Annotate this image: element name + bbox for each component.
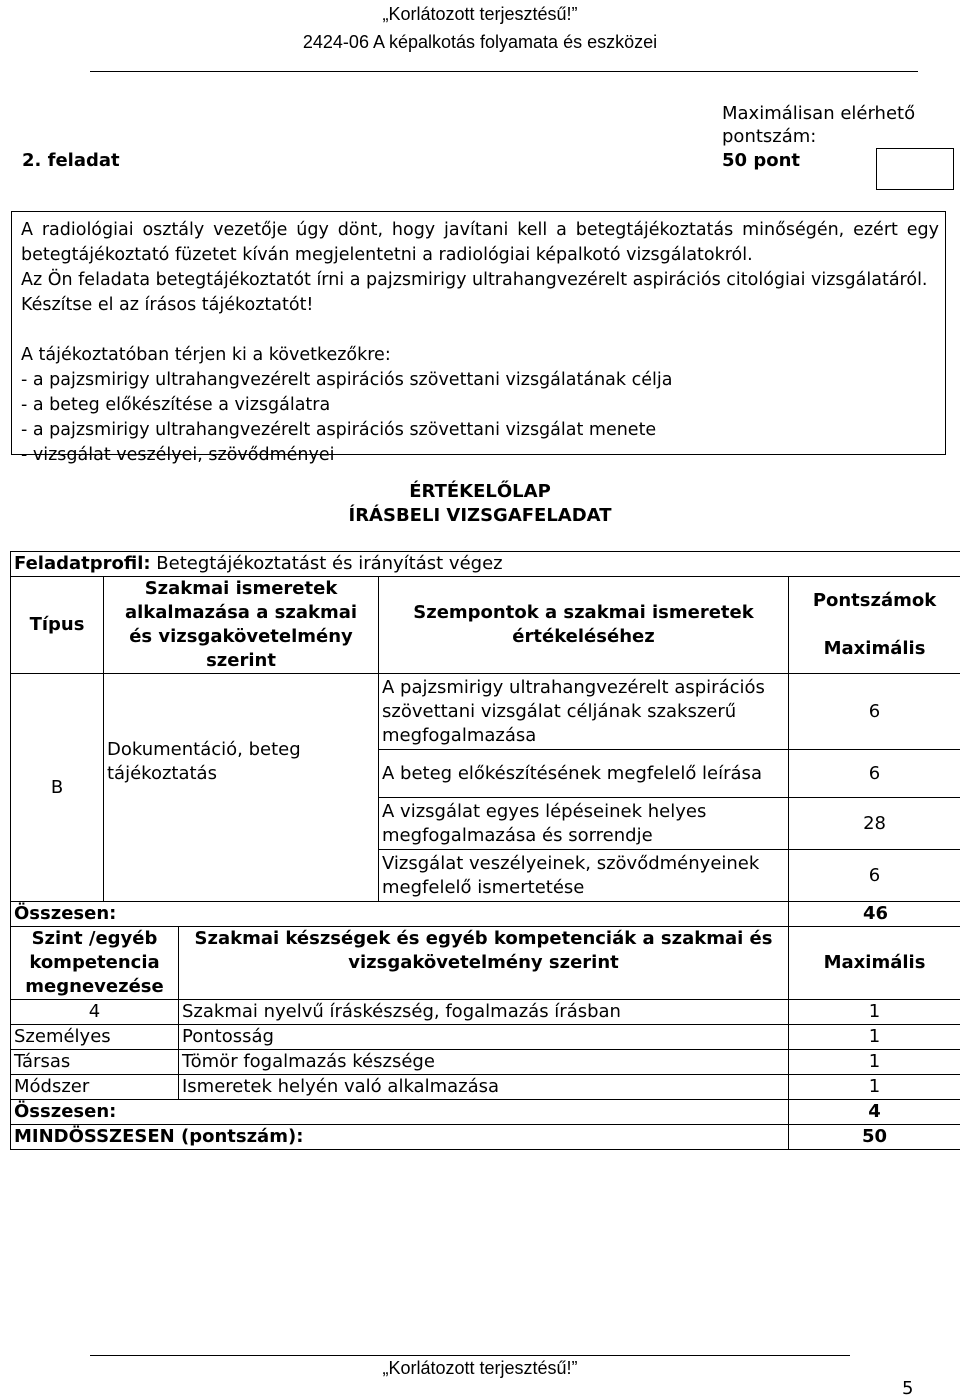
skill-name: Szakmai nyelvű íráskészség, fogalmazás írásban <box>179 1000 789 1025</box>
criteria-text: Vizsgálat veszélyeinek, szövődményeinek megfelelő ismertetése <box>379 850 789 902</box>
max-label: Maximális <box>823 638 926 659</box>
criteria-points: 6 <box>789 750 960 798</box>
max-points-label: Maximálisan elérhető pontszám: <box>722 103 916 147</box>
knowledge-cell: Dokumentáció, beteg tájékoztatás <box>104 674 379 902</box>
evaluation-table <box>10 551 960 1150</box>
level-header: Szint /egyéb kompetencia megnevezése <box>11 927 179 1000</box>
task-paragraph: A radiológiai osztály vezetője úgy dönt, hogy javítani kell a betegtájékoztatás minőségén, ezért egy betegtájékoztató füzetet kíván megjelentetni a radiológiai képalkotó vizsgálatokról. <box>21 220 939 265</box>
points-label: Pontszámok <box>812 590 937 611</box>
skill-points: 1 <box>789 1050 960 1075</box>
task-list-intro: A tájékoztatóban térjen ki a következőkre: <box>21 345 391 365</box>
grand-total-value: 50 <box>789 1125 960 1150</box>
skills-max-header: Maximális <box>789 927 960 1000</box>
grand-total-label: MINDÖSSZESEN (pontszám): <box>11 1125 789 1150</box>
criteria-points: 28 <box>789 798 960 850</box>
task-paragraph: Készítse el az írásos tájékoztatót! <box>21 295 314 315</box>
skill-name: Pontosság <box>179 1025 789 1050</box>
subtotal-row <box>11 1100 960 1125</box>
criteria-points: 6 <box>789 850 960 902</box>
skill-row <box>11 1075 960 1100</box>
col-header-type: Típus <box>11 577 104 674</box>
page-number: 5 <box>902 1378 914 1399</box>
col-header-points <box>789 577 960 674</box>
skill-row <box>11 1025 960 1050</box>
footer-restriction: „Korlátozott terjesztésű!” <box>382 1358 578 1378</box>
task-number: 2. feladat <box>22 150 120 171</box>
subtotal-label: Összesen: <box>11 1100 789 1125</box>
score-entry-box[interactable] <box>876 148 954 190</box>
skill-level: 4 <box>11 1000 179 1025</box>
criteria-text: A vizsgálat egyes lépéseinek helyes megfogalmazása és sorrendje <box>379 798 789 850</box>
criteria-row <box>11 674 960 750</box>
criteria-points: 6 <box>789 674 960 750</box>
profile-row <box>11 552 960 577</box>
evaluation-sheet-subtitle: ÍRÁSBELI VIZSGAFELADAT <box>348 505 612 526</box>
type-cell: B <box>11 674 104 902</box>
subtotal-row <box>11 902 960 927</box>
header-divider <box>90 71 918 72</box>
skill-name: Tömör fogalmazás készsége <box>179 1050 789 1075</box>
skill-points: 1 <box>789 1025 960 1050</box>
task-description-box <box>11 211 946 465</box>
grand-total-row <box>11 1125 960 1150</box>
header-restriction: „Korlátozott terjesztésű!” <box>382 4 578 24</box>
profile-value: Betegtájékoztatást és irányítást végez <box>150 553 503 574</box>
skill-level: Társas <box>11 1050 179 1075</box>
skill-row <box>11 1000 960 1025</box>
skills-header-row <box>11 927 960 1000</box>
skill-points: 1 <box>789 1000 960 1025</box>
skill-points: 1 <box>789 1075 960 1100</box>
max-points-value: 50 pont <box>722 150 800 171</box>
skills-header: Szakmai készségek és egyéb kompetenciák a szakmai és vizsgakövetelmény szerint <box>179 927 789 1000</box>
profile-label: Feladatprofil: <box>14 553 151 574</box>
skill-name: Ismeretek helyén való alkalmazása <box>179 1075 789 1100</box>
skill-level: Személyes <box>11 1025 179 1050</box>
footer-divider <box>90 1355 850 1356</box>
task-list-item: - vizsgálat veszélyei, szövődményei <box>21 445 335 465</box>
header-subtitle: 2424-06 A képalkotás folyamata és eszközei <box>302 32 658 52</box>
task-list-item: - a pajzsmirigy ultrahangvezérelt aspirációs szövettani vizsgálatának célja <box>21 370 673 390</box>
table-header-row <box>11 577 960 674</box>
evaluation-sheet-title: ÉRTÉKELŐLAP <box>409 481 551 502</box>
col-header-knowledge: Szakmai ismeretek alkalmazása a szakmai és vizsgakövetelmény szerint <box>104 577 379 674</box>
criteria-text: A beteg előkészítésének megfelelő leírása <box>379 750 789 798</box>
skill-level: Módszer <box>11 1075 179 1100</box>
criteria-text: A pajzsmirigy ultrahangvezérelt aspirációs szövettani vizsgálat céljának szakszerű megfogalmazása <box>379 674 789 750</box>
col-header-criteria: Szempontok a szakmai ismeretek értékeléséhez <box>379 577 789 674</box>
task-paragraph: Az Ön feladata betegtájékoztatót írni a pajzsmirigy ultrahangvezérelt aspirációs citológiai vizsgálatáról. <box>21 270 928 290</box>
skill-row <box>11 1050 960 1075</box>
subtotal-value: 4 <box>789 1100 960 1125</box>
subtotal-label: Összesen: <box>11 902 789 927</box>
task-list-item: - a pajzsmirigy ultrahangvezérelt aspirációs szövettani vizsgálat menete <box>21 420 657 440</box>
subtotal-value: 46 <box>789 902 960 927</box>
task-list-item: - a beteg előkészítése a vizsgálatra <box>21 395 331 415</box>
